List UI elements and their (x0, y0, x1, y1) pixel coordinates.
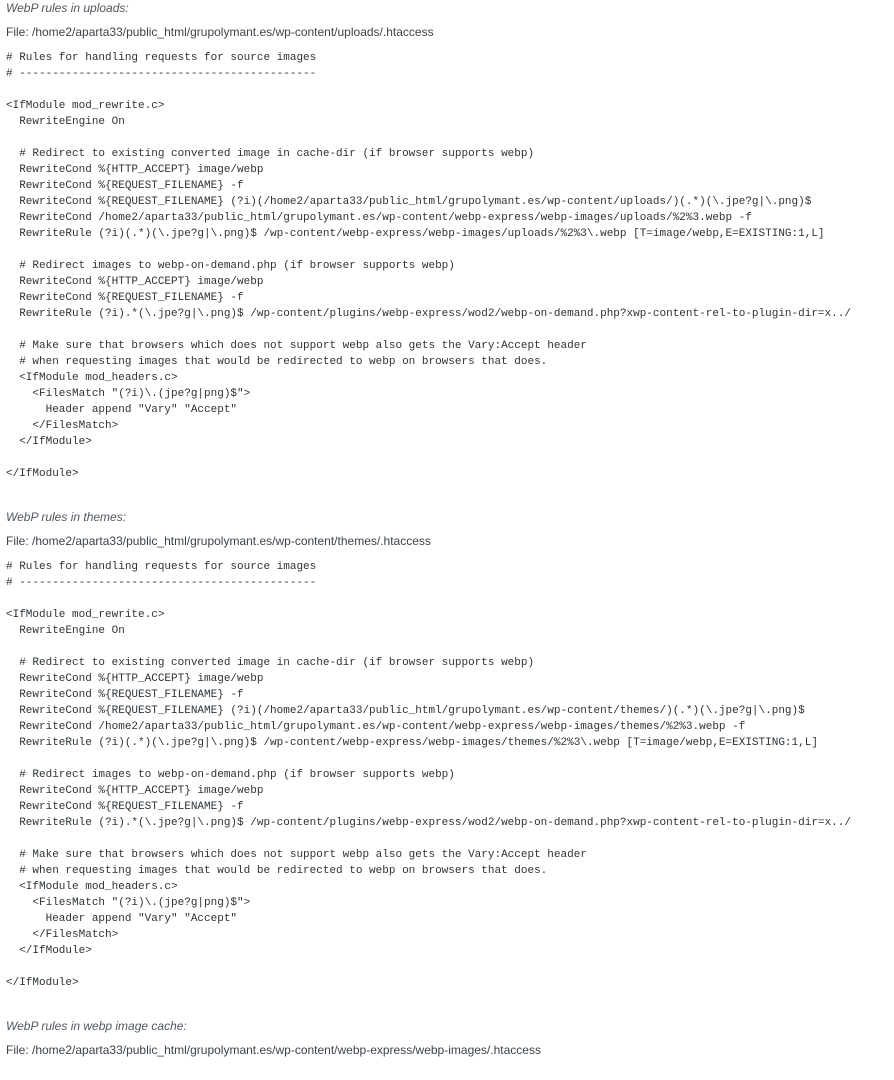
file-path: File: /home2/aparta33/public_html/grupolymant.es/wp-content/uploads/.htaccess (6, 25, 434, 39)
htaccess-code[interactable]: # Rules for handling requests for source images # --------------------------------------------- <IfModule mod_rewrite.c> RewriteEngine On # Redirect to existing converted image in cache-dir (if browser supports webp) RewriteCond %{HTTP_ACCEPT} image/webp RewriteCond %{REQUEST_FILENAME} -f RewriteCond %{REQUEST_FILENAME} (?i)(/home2/aparta33/public_html/grupolymant.es/wp-content/uploads/)(.*)(\.jpe?g|\.png)$ RewriteCond /home2/aparta33/public_html/grupolymant.es/wp-content/webp-express/webp-images/uploads/%2%3.webp -f RewriteRule (?i)(.*)(\.jpe?g|\.png)$ /wp-content/webp-express/webp-images/uploads/%2%3\.webp [T=image/webp,E=EXISTING:1,L] # Redirect images to webp-on-demand.php (if browser supports webp) RewriteCond %{HTTP_ACCEPT} image/webp RewriteCond %{REQUEST_FILENAME} -f RewriteRule (?i).*(\.jpe?g|\.png)$ /wp-content/plugins/webp-express/wod2/webp-on-demand.php?xwp-content-rel-to-plugin-dir=x../ # Make sure that browsers which does not support webp also gets the Vary:Accept header # when requesting images that would be redirected to webp on browsers that does. <IfModule mod_headers.c> <FilesMatch "(?i)\.(jpe?g|png)$"> Header append "Vary" "Accept" </FilesMatch> </IfModule> </IfModule> (6, 52, 851, 480)
section-heading: WebP rules in webp image cache: (6, 1019, 187, 1033)
section-heading: WebP rules in uploads: (6, 1, 129, 15)
file-path: File: /home2/aparta33/public_html/grupolymant.es/wp-content/themes/.htaccess (6, 534, 431, 548)
rules-section-themes (6, 509, 894, 991)
htaccess-code[interactable]: # Rules for handling requests for source images # --------------------------------------------- <IfModule mod_rewrite.c> RewriteEngine On # Redirect to existing converted image in cache-dir (if browser supports webp) RewriteCond %{HTTP_ACCEPT} image/webp RewriteCond %{REQUEST_FILENAME} -f RewriteCond %{REQUEST_FILENAME} (?i)(/home2/aparta33/public_html/grupolymant.es/wp-content/themes/)(.*)(\.jpe?g|\.png)$ RewriteCond /home2/aparta33/public_html/grupolymant.es/wp-content/webp-express/webp-images/themes/%2%3.webp -f RewriteRule (?i)(.*)(\.jpe?g|\.png)$ /wp-content/webp-express/webp-images/themes/%2%3\.webp [T=image/webp,E=EXISTING:1,L] # Redirect images to webp-on-demand.php (if browser supports webp) RewriteCond %{HTTP_ACCEPT} image/webp RewriteCond %{REQUEST_FILENAME} -f RewriteRule (?i).*(\.jpe?g|\.png)$ /wp-content/plugins/webp-express/wod2/webp-on-demand.php?xwp-content-rel-to-plugin-dir=x../ # Make sure that browsers which does not support webp also gets the Vary:Accept header # when requesting images that would be redirected to webp on browsers that does. <IfModule mod_headers.c> <FilesMatch "(?i)\.(jpe?g|png)$"> Header append "Vary" "Accept" </FilesMatch> </IfModule> </IfModule> (6, 561, 851, 989)
section-heading: WebP rules in themes: (6, 510, 127, 524)
rules-section-webp-cache (6, 1018, 894, 1058)
file-path: File: /home2/aparta33/public_html/grupolymant.es/wp-content/webp-express/webp-images/.htaccess (6, 1043, 541, 1057)
rules-section-uploads (6, 0, 894, 482)
